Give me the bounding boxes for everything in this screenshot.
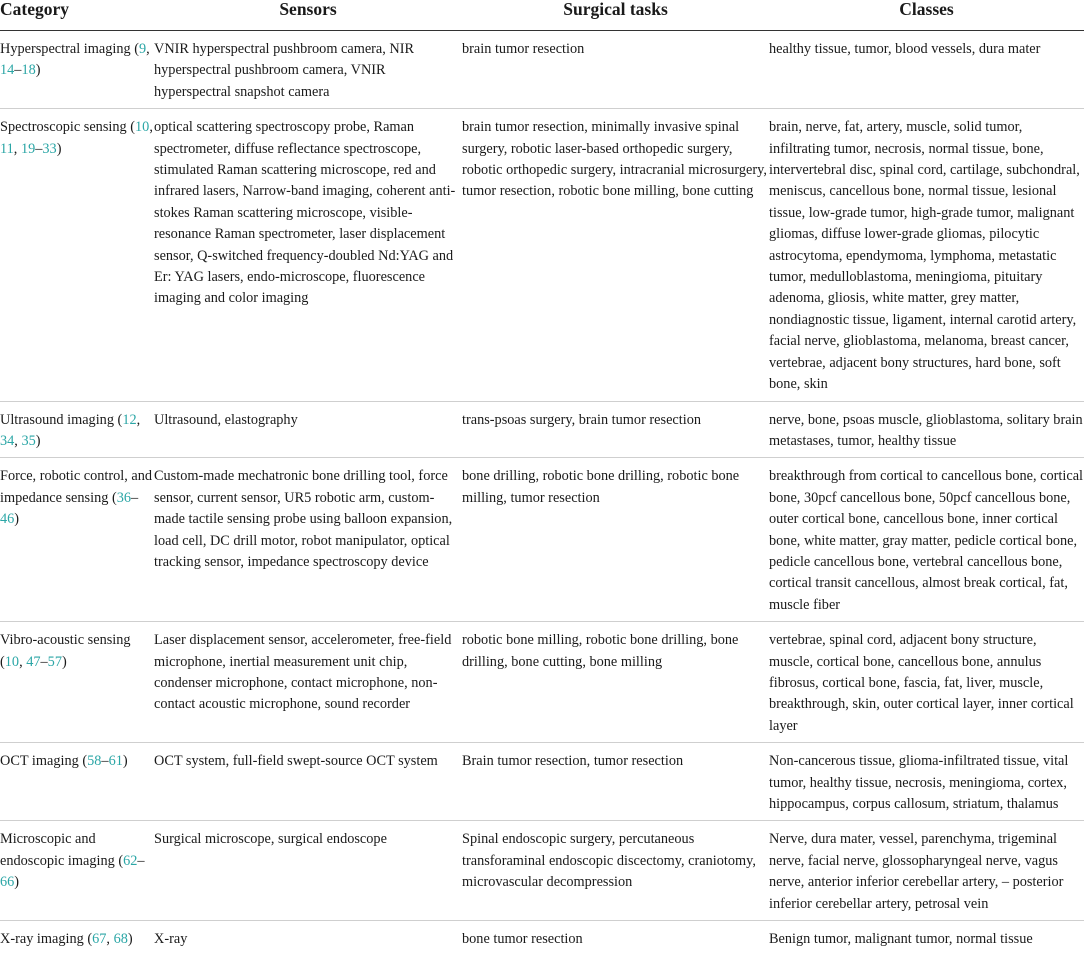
reference-separator: , xyxy=(106,931,113,947)
ref-open-paren: ( xyxy=(79,753,87,769)
category-name: Ultrasound imaging xyxy=(0,412,114,428)
reference-link[interactable]: 62 xyxy=(123,853,137,869)
category-cell xyxy=(0,622,154,743)
sensors-cell xyxy=(154,31,462,109)
sensors-text: optical scattering spectroscopy probe, Raman spectrometer, diffuse reflectance spectroscope, stimulated Raman scattering microscope, red and infrared lasers, Narrow-band imaging, coherent anti-stokes Raman scattering microscope, visible-resonance Raman spectrometer, laser displacement sensor, Q-switched frequency-doubled Nd:YAG and Er: YAG lasers, endo-microscope, fluorescence imaging and color imaging xyxy=(154,109,462,315)
reference-link[interactable]: 66 xyxy=(0,874,14,890)
sensors-text: Ultrasound, elastography xyxy=(154,402,462,436)
table-row xyxy=(0,622,1084,743)
classes-cell xyxy=(769,458,1084,622)
surgical-tasks-text: brain tumor resection, minimally invasive spinal surgery, robotic laser-based orthopedic surgery, robotic orthopedic surgery, intracranial microsurgery, tumor resection, robotic bone milling, bone cutting xyxy=(462,109,769,208)
reference-separator: – xyxy=(14,62,21,78)
classes-cell xyxy=(769,821,1084,921)
classes-cell xyxy=(769,622,1084,743)
reference-separator: , xyxy=(137,412,141,428)
reference-separator: , xyxy=(19,654,26,670)
category-name: Spectroscopic sensing xyxy=(0,119,127,135)
reference-separator: , xyxy=(14,433,21,449)
classes-cell xyxy=(769,109,1084,401)
surgical-tasks-cell xyxy=(462,458,769,622)
reference-link[interactable]: 33 xyxy=(42,141,56,157)
table-row xyxy=(0,743,1084,821)
sensors-text: Laser displacement sensor, accelerometer, free-field microphone, inertial measurement unit chip, condenser microphone, contact microphone, non-contact acoustic microphone, sound recorder xyxy=(154,622,462,721)
reference-link[interactable]: 18 xyxy=(21,62,35,78)
classes-text: nerve, bone, psoas muscle, glioblastoma, solitary brain metastases, tumor, healthy tissue xyxy=(769,402,1084,458)
reference-separator: , xyxy=(146,41,150,57)
table-body xyxy=(0,31,1084,955)
reference-link[interactable]: 61 xyxy=(109,753,123,769)
category-name: OCT imaging xyxy=(0,753,79,769)
surgical-tasks-text: Spinal endoscopic surgery, percutaneous transforaminal endoscopic discectomy, craniotomy, microvascular decompression xyxy=(462,821,769,898)
ref-close-paren: ) xyxy=(128,931,133,947)
ref-open-paren: ( xyxy=(108,490,116,506)
sensors-text: OCT system, full-field swept-source OCT system xyxy=(154,743,462,777)
reference-link[interactable]: 12 xyxy=(122,412,136,428)
ref-close-paren: ) xyxy=(14,511,19,527)
sensors-text: Surgical microscope, surgical endoscope xyxy=(154,821,462,855)
reference-link[interactable]: 14 xyxy=(0,62,14,78)
table-header xyxy=(0,0,1084,31)
classes-text: breakthrough from cortical to cancellous bone, cortical bone, 30pcf cancellous bone, 50pcf cancellous bone, outer cortical bone, cancellous bone, inner cortical bone, white matter, gray matter, pedicle cortical bone, pedicle cancellous bone, vertebral cancellous bone, cortical transit cancellous, almost break cortical, fat, muscle fiber xyxy=(769,458,1084,621)
reference-link[interactable]: 47 xyxy=(26,654,40,670)
reference-separator: – xyxy=(131,490,138,506)
reference-link[interactable]: 68 xyxy=(114,931,128,947)
reference-link[interactable]: 10 xyxy=(5,654,19,670)
reference-link[interactable]: 67 xyxy=(92,931,106,947)
surgical-tasks-text: bone tumor resection xyxy=(462,921,769,955)
category-cell xyxy=(0,458,154,622)
surgical-tasks-cell xyxy=(462,401,769,458)
ref-close-paren: ) xyxy=(57,141,62,157)
classes-cell xyxy=(769,31,1084,109)
surgical-tasks-cell xyxy=(462,622,769,743)
ref-close-paren: ) xyxy=(123,753,128,769)
sensors-cell xyxy=(154,401,462,458)
header-classes: Classes xyxy=(769,0,1084,31)
table-row xyxy=(0,458,1084,622)
table-row xyxy=(0,401,1084,458)
ref-open-paren: ( xyxy=(0,654,5,670)
reference-link[interactable]: 36 xyxy=(117,490,131,506)
sensors-cell xyxy=(154,743,462,821)
classes-text: Nerve, dura mater, vessel, parenchyma, trigeminal nerve, facial nerve, glossopharyngeal nerve, vagus nerve, anterior inferior cerebellar artery, – posterior inferior cerebellar artery, petrosal vein xyxy=(769,821,1084,920)
ref-open-paren: ( xyxy=(131,41,139,57)
surgical-tasks-text: robotic bone milling, robotic bone drilling, bone drilling, bone cutting, bone milling xyxy=(462,622,769,678)
reference-link[interactable]: 34 xyxy=(0,433,14,449)
reference-link[interactable]: 57 xyxy=(48,654,62,670)
category-name: X-ray imaging xyxy=(0,931,84,947)
header-sensors: Sensors xyxy=(154,0,462,31)
reference-link[interactable]: 11 xyxy=(0,141,14,157)
reference-link[interactable]: 10 xyxy=(135,119,149,135)
header-row xyxy=(0,0,1084,31)
reference-link[interactable]: 35 xyxy=(21,433,35,449)
category-name: Hyperspectral imaging xyxy=(0,41,131,57)
surgical-tasks-cell xyxy=(462,821,769,921)
classes-text: healthy tissue, tumor, blood vessels, dura mater xyxy=(769,31,1084,65)
table-row xyxy=(0,109,1084,401)
reference-link[interactable]: 46 xyxy=(0,511,14,527)
reference-separator: – xyxy=(137,853,144,869)
sensors-cell xyxy=(154,622,462,743)
sensors-cell xyxy=(154,821,462,921)
classes-text: Benign tumor, malignant tumor, normal tissue xyxy=(769,921,1084,955)
header-category: Category xyxy=(0,0,154,31)
ref-close-paren: ) xyxy=(36,62,41,78)
category-cell xyxy=(0,109,154,401)
reference-link[interactable]: 19 xyxy=(21,141,35,157)
classes-text: brain, nerve, fat, artery, muscle, solid tumor, infiltrating tumor, necrosis, normal tissue, bone, intervertebral disc, spinal cord, cartilage, subchondral, meniscus, cancellous bone, normal tissue, lesional tissue, low-grade tumor, high-grade tumor, malignant gliomas, diffuse lower-grade gliomas, pilocytic astrocytoma, ependymoma, lymphoma, metastatic tumor, medulloblastoma, meningioma, pituitary adenoma, gliosis, white matter, grey matter, nondiagnostic tissue, ligament, internal carotid artery, facial nerve, glioblastoma, melanoma, breast cancer, vertebrae, adjacent bony structures, hard bone, soft bone, skin xyxy=(769,109,1084,400)
surgical-tasks-text: bone drilling, robotic bone drilling, robotic bone milling, tumor resection xyxy=(462,458,769,514)
table-row xyxy=(0,821,1084,921)
classes-cell xyxy=(769,401,1084,458)
ref-close-paren: ) xyxy=(62,654,67,670)
reference-link[interactable]: 58 xyxy=(87,753,101,769)
reference-separator: – xyxy=(35,141,42,157)
ref-open-paren: ( xyxy=(115,853,123,869)
sensors-cell xyxy=(154,109,462,401)
category-cell xyxy=(0,31,154,109)
surgical-tasks-cell xyxy=(462,743,769,821)
surgical-tasks-cell xyxy=(462,31,769,109)
reference-separator: – xyxy=(101,753,108,769)
table-row xyxy=(0,31,1084,109)
ref-close-paren: ) xyxy=(14,874,19,890)
reference-separator: , xyxy=(14,141,21,157)
category-name: Vibro-acoustic sensing xyxy=(0,632,131,648)
category-name: Force, robotic control, and impedance sensing xyxy=(0,468,152,505)
reference-separator: – xyxy=(41,654,48,670)
reference-link[interactable]: 9 xyxy=(139,41,146,57)
sensors-text: X-ray xyxy=(154,921,462,955)
reference-separator: , xyxy=(149,119,153,135)
ref-open-paren: ( xyxy=(127,119,135,135)
category-cell xyxy=(0,401,154,458)
surgical-tasks-cell xyxy=(462,109,769,401)
surgical-tasks-text: trans-psoas surgery, brain tumor resection xyxy=(462,402,769,436)
surgical-tasks-text: Brain tumor resection, tumor resection xyxy=(462,743,769,777)
sensors-cell xyxy=(154,458,462,622)
category-name: Microscopic and endoscopic imaging xyxy=(0,831,115,868)
category-cell xyxy=(0,821,154,921)
sensors-text: VNIR hyperspectral pushbroom camera, NIR hyperspectral pushbroom camera, VNIR hyperspectral snapshot camera xyxy=(154,31,462,108)
classes-cell xyxy=(769,743,1084,821)
category-cell xyxy=(0,743,154,821)
header-surgical-tasks: Surgical tasks xyxy=(462,0,769,31)
surgical-tasks-text: brain tumor resection xyxy=(462,31,769,65)
classes-text: Non-cancerous tissue, glioma-infiltrated tissue, vital tumor, healthy tissue, necrosis, meningioma, cortex, hippocampus, corpus callosum, striatum, thalamus xyxy=(769,743,1084,820)
ref-open-paren: ( xyxy=(84,931,92,947)
sensors-text: Custom-made mechatronic bone drilling tool, force sensor, current sensor, UR5 robotic arm, custom-made tactile sensing probe using balloon expansion, load cell, DC drill motor, robot manipulator, optical tracking sensor, impedance spectroscopy device xyxy=(154,458,462,578)
ref-open-paren: ( xyxy=(114,412,122,428)
ref-close-paren: ) xyxy=(36,433,41,449)
classes-text: vertebrae, spinal cord, adjacent bony structure, muscle, cortical bone, cancellous bone, annulus fibrosus, cortical bone, fascia, fat, liver, muscle, breakthrough, skin, outer cortical layer, inner cortical layer xyxy=(769,622,1084,742)
